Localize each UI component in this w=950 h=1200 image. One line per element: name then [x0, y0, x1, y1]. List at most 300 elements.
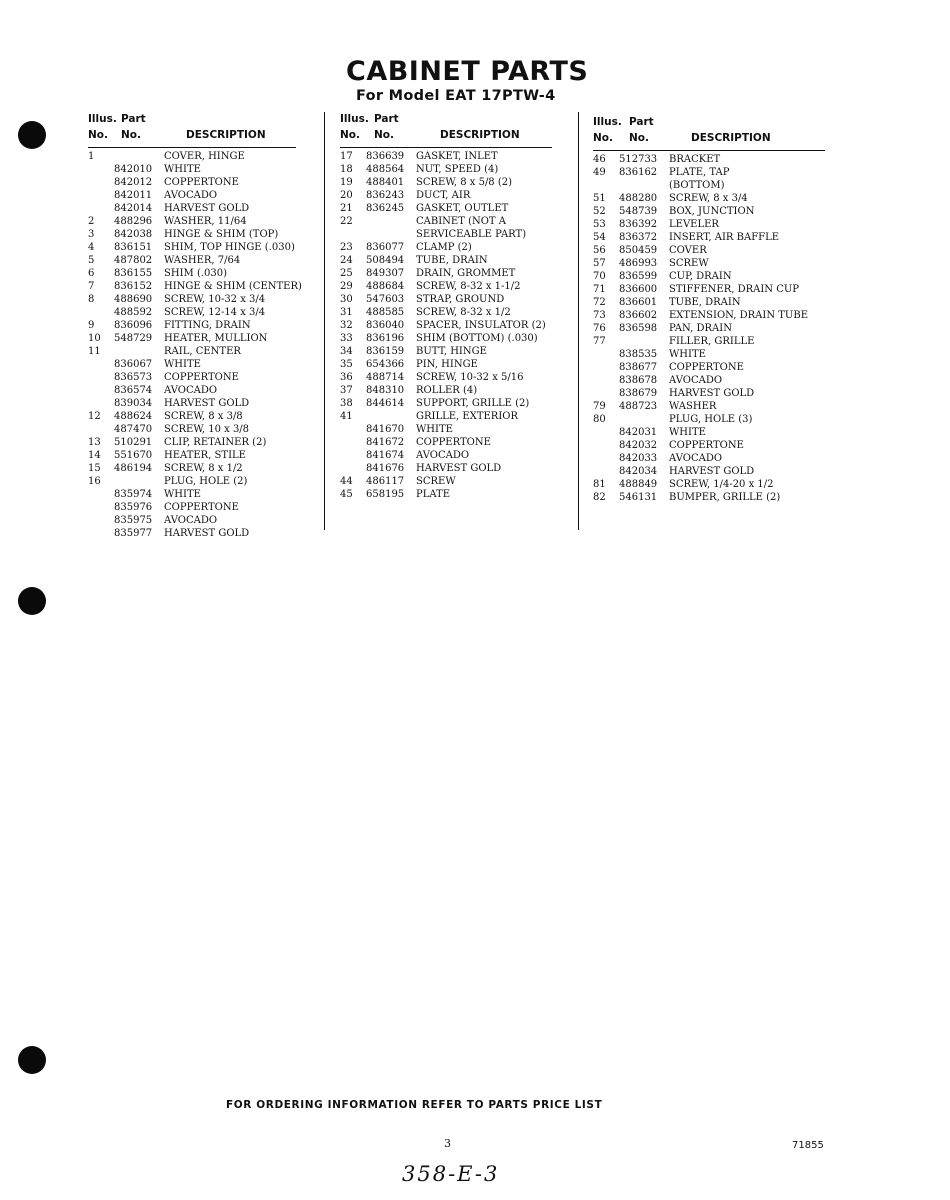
no-label: No. [374, 129, 394, 141]
part-description: BUTT, HINGE [416, 346, 487, 357]
part-row [593, 427, 825, 440]
part-row [593, 258, 825, 271]
part-description: SCREW, 8 x 3/4 [669, 193, 748, 204]
part-row [88, 515, 296, 528]
page-subtitle: For Model EAT 17PTW-4 [356, 88, 556, 104]
part-row [88, 424, 296, 437]
illus-number: 7 [88, 281, 95, 292]
part-number: 836096 [114, 320, 153, 331]
part-description: PLUG, HOLE (2) [164, 476, 248, 487]
part-row [593, 388, 825, 401]
part-label: Part [629, 116, 654, 128]
part-number: 836159 [366, 346, 405, 357]
part-description: (BOTTOM) [669, 180, 725, 191]
part-description: AVOCADO [669, 375, 723, 386]
part-description: STRAP, GROUND [416, 294, 505, 305]
part-description: HARVEST GOLD [669, 388, 755, 399]
part-description: WHITE [164, 359, 201, 370]
part-number: 488723 [619, 401, 658, 412]
part-description: SCREW, 10-32 x 5/16 [416, 372, 524, 383]
part-description: WASHER [669, 401, 717, 412]
part-number: 836155 [114, 268, 153, 279]
part-number: 487802 [114, 255, 153, 266]
part-row [340, 398, 552, 411]
part-row [340, 359, 552, 372]
part-row [593, 375, 825, 388]
part-number: 487470 [114, 424, 153, 435]
handwritten-note: 358-E-3 [402, 1162, 500, 1186]
illus-number: 38 [340, 398, 353, 409]
illus-number: 71 [593, 284, 606, 295]
part-row [88, 203, 296, 216]
part-number: 488849 [619, 479, 658, 490]
part-row [88, 346, 296, 359]
part-row [593, 232, 825, 245]
illus-number: 18 [340, 164, 353, 175]
parts-column-2 [340, 113, 552, 502]
column-header [593, 116, 825, 150]
punch-hole [18, 121, 46, 149]
part-description: HARVEST GOLD [416, 463, 502, 474]
illus-number: 37 [340, 385, 353, 396]
part-description: HARVEST GOLD [164, 203, 250, 214]
part-number: 488714 [366, 372, 405, 383]
part-description: SCREW, 8-32 x 1-1/2 [416, 281, 521, 292]
part-number: 841670 [366, 424, 405, 435]
part-row [340, 229, 552, 242]
part-number: 836602 [619, 310, 658, 321]
illus-number: 4 [88, 242, 95, 253]
part-number: 654366 [366, 359, 405, 370]
part-number: 842011 [114, 190, 153, 201]
illus-number: 12 [88, 411, 101, 422]
illus-number: 35 [340, 359, 353, 370]
part-number: 488564 [366, 164, 405, 175]
part-description: WASHER, 11/64 [164, 216, 247, 227]
part-number: 486993 [619, 258, 658, 269]
illus-number: 24 [340, 255, 353, 266]
illus-number: 46 [593, 154, 606, 165]
part-row [88, 229, 296, 242]
illus-number: 20 [340, 190, 353, 201]
part-description: AVOCADO [416, 450, 470, 461]
part-number: 836372 [619, 232, 658, 243]
part-description: WHITE [164, 489, 201, 500]
part-row [88, 294, 296, 307]
document-number: 71855 [792, 1140, 824, 1151]
part-number: 836152 [114, 281, 153, 292]
part-row [340, 437, 552, 450]
part-number: 488592 [114, 307, 153, 318]
part-number: 842010 [114, 164, 153, 175]
part-description: SPACER, INSULATOR (2) [416, 320, 546, 331]
part-row [88, 437, 296, 450]
part-number: 546131 [619, 492, 658, 503]
part-row [340, 294, 552, 307]
part-description: CABINET (NOT A [416, 216, 506, 227]
part-description: TUBE, DRAIN [416, 255, 488, 266]
punch-hole [18, 1046, 46, 1074]
illus-number: 41 [340, 411, 353, 422]
part-row [340, 372, 552, 385]
part-row [340, 164, 552, 177]
part-description: BUMPER, GRILLE (2) [669, 492, 781, 503]
part-row [88, 411, 296, 424]
part-description: HEATER, MULLION [164, 333, 268, 344]
part-description: WASHER, 7/64 [164, 255, 241, 266]
part-row [340, 333, 552, 346]
illus-number: 80 [593, 414, 606, 425]
part-number: 488585 [366, 307, 405, 318]
part-number: 841672 [366, 437, 405, 448]
part-number: 841674 [366, 450, 405, 461]
part-description: SCREW, 8 x 5/8 (2) [416, 177, 513, 188]
part-description: WHITE [416, 424, 453, 435]
part-row [88, 333, 296, 346]
part-row [88, 216, 296, 229]
illus-number: 14 [88, 450, 101, 461]
part-row [88, 281, 302, 294]
part-row [593, 401, 825, 414]
parts-list [340, 151, 552, 502]
parts-column-3 [593, 116, 825, 505]
part-number: 835977 [114, 528, 153, 539]
column-header [88, 113, 296, 147]
part-number: 836243 [366, 190, 405, 201]
header-rule [340, 147, 552, 148]
parts-list [593, 154, 825, 505]
description-label: DESCRIPTION [186, 129, 266, 141]
part-description: HINGE & SHIM (TOP) [164, 229, 279, 240]
part-number: 838677 [619, 362, 658, 373]
description-label: DESCRIPTION [440, 129, 520, 141]
part-description: SCREW [669, 258, 709, 269]
part-number: 836162 [619, 167, 658, 178]
part-number: 836245 [366, 203, 405, 214]
part-description: CLIP, RETAINER (2) [164, 437, 267, 448]
part-number: 835975 [114, 515, 153, 526]
part-number: 658195 [366, 489, 405, 500]
part-number: 486194 [114, 463, 153, 474]
illus-number: 44 [340, 476, 353, 487]
part-description: LEVELER [669, 219, 719, 230]
illus-label: Illus. [340, 113, 369, 125]
part-description: HINGE & SHIM (CENTER) [164, 281, 302, 292]
illus-number: 2 [88, 216, 95, 227]
part-description: COPPERTONE [669, 440, 744, 451]
part-number: 836573 [114, 372, 153, 383]
part-row [88, 489, 296, 502]
part-number: 512733 [619, 154, 658, 165]
part-row [340, 489, 552, 502]
illus-number: 77 [593, 336, 606, 347]
part-row [593, 219, 825, 232]
ordering-footer: FOR ORDERING INFORMATION REFER TO PARTS PRICE LIST [226, 1099, 603, 1111]
illus-number: 9 [88, 320, 95, 331]
part-number: 849307 [366, 268, 405, 279]
part-row [88, 528, 296, 541]
part-number: 841676 [366, 463, 405, 474]
illus-number: 13 [88, 437, 101, 448]
illus-number: 57 [593, 258, 606, 269]
illus-number: 72 [593, 297, 606, 308]
part-row [340, 151, 552, 164]
part-description: HARVEST GOLD [164, 528, 250, 539]
part-number: 836639 [366, 151, 405, 162]
part-row [340, 203, 552, 216]
part-description: COVER, HINGE [164, 151, 245, 162]
illus-number: 23 [340, 242, 353, 253]
part-row [593, 479, 825, 492]
part-row [593, 492, 825, 505]
part-number: 548739 [619, 206, 658, 217]
part-description: SERVICEABLE PART) [416, 229, 527, 240]
illus-number: 29 [340, 281, 353, 292]
part-row [88, 385, 296, 398]
column-divider [578, 112, 579, 530]
illus-number: 45 [340, 489, 353, 500]
illus-number: 53 [593, 219, 606, 230]
illus-number: 36 [340, 372, 353, 383]
part-number: 838679 [619, 388, 658, 399]
part-description: SCREW [416, 476, 456, 487]
part-row [340, 320, 552, 333]
part-number: 836151 [114, 242, 153, 253]
part-row [593, 349, 825, 362]
part-number: 842031 [619, 427, 658, 438]
part-description: AVOCADO [164, 515, 218, 526]
part-number: 835976 [114, 502, 153, 513]
part-description: STIFFENER, DRAIN CUP [669, 284, 800, 295]
part-number: 850459 [619, 245, 658, 256]
illus-number: 34 [340, 346, 353, 357]
part-number: 836196 [366, 333, 405, 344]
part-number: 488401 [366, 177, 405, 188]
part-row [593, 310, 825, 323]
part-description: GASKET, OUTLET [416, 203, 509, 214]
illus-number: 49 [593, 167, 606, 178]
illus-number: 15 [88, 463, 101, 474]
part-description: DUCT, AIR [416, 190, 471, 201]
part-row [593, 154, 825, 167]
part-row [593, 362, 825, 375]
part-description: AVOCADO [164, 385, 218, 396]
illus-number: 52 [593, 206, 606, 217]
illus-number: 73 [593, 310, 606, 321]
part-number: 548729 [114, 333, 153, 344]
part-description: SCREW, 8 x 3/8 [164, 411, 243, 422]
part-number: 488296 [114, 216, 153, 227]
part-description: PLUG, HOLE (3) [669, 414, 753, 425]
part-number: 842034 [619, 466, 658, 477]
part-number: 508494 [366, 255, 405, 266]
illus-number: 10 [88, 333, 101, 344]
part-row [88, 359, 296, 372]
part-row [593, 453, 825, 466]
part-description: WHITE [164, 164, 201, 175]
part-description: CLAMP (2) [416, 242, 472, 253]
part-description: AVOCADO [164, 190, 218, 201]
part-row [340, 307, 552, 320]
part-number: 842033 [619, 453, 658, 464]
part-number: 836040 [366, 320, 405, 331]
illus-number: 16 [88, 476, 101, 487]
part-row [88, 398, 296, 411]
part-number: 844614 [366, 398, 405, 409]
part-description: COPPERTONE [669, 362, 744, 373]
part-row [88, 476, 296, 489]
part-description: RAIL, CENTER [164, 346, 241, 357]
part-description: ROLLER (4) [416, 385, 478, 396]
description-label: DESCRIPTION [691, 132, 771, 144]
part-description: FILLER, GRILLE [669, 336, 755, 347]
illus-number: 1 [88, 151, 95, 162]
part-description: PIN, HINGE [416, 359, 478, 370]
part-description: SCREW, 10-32 x 3/4 [164, 294, 266, 305]
part-row [340, 450, 552, 463]
part-row [593, 297, 825, 310]
punch-hole [18, 587, 46, 615]
part-row [88, 268, 296, 281]
part-row [340, 476, 552, 489]
parts-list [88, 151, 302, 541]
part-description: GRILLE, EXTERIOR [416, 411, 519, 422]
illus-number: 31 [340, 307, 353, 318]
part-description: HEATER, STILE [164, 450, 246, 461]
part-row [593, 336, 825, 349]
illus-number: 56 [593, 245, 606, 256]
part-description: CUP, DRAIN [669, 271, 732, 282]
illus-number: 22 [340, 216, 353, 227]
part-description: SCREW, 8 x 1/2 [164, 463, 243, 474]
part-row [340, 177, 552, 190]
part-row [340, 411, 552, 424]
part-description: SCREW, 1/4-20 x 1/2 [669, 479, 774, 490]
part-row [593, 245, 825, 258]
part-row [88, 450, 296, 463]
part-description: SHIM (.030) [164, 268, 228, 279]
part-row [88, 372, 296, 385]
no-label: No. [629, 132, 649, 144]
header-rule [593, 150, 825, 151]
illus-number: 8 [88, 294, 95, 305]
part-description: COPPERTONE [164, 502, 239, 513]
part-description: COPPERTONE [416, 437, 491, 448]
parts-column-1 [88, 113, 302, 541]
part-description: PAN, DRAIN [669, 323, 732, 334]
no-label: No. [121, 129, 141, 141]
part-row [340, 385, 552, 398]
part-description: EXTENSION, DRAIN TUBE [669, 310, 808, 321]
part-description: HARVEST GOLD [164, 398, 250, 409]
part-row [593, 466, 825, 479]
part-label: Part [374, 113, 399, 125]
part-number: 836598 [619, 323, 658, 334]
illus-number: 11 [88, 346, 101, 357]
illus-number: 82 [593, 492, 606, 503]
part-number: 488280 [619, 193, 658, 204]
part-row [340, 463, 552, 476]
part-description: COPPERTONE [164, 177, 239, 188]
illus-number: 19 [340, 177, 353, 188]
illus-number: 54 [593, 232, 606, 243]
illus-number: 70 [593, 271, 606, 282]
part-description: AVOCADO [669, 453, 723, 464]
part-description: HARVEST GOLD [669, 466, 755, 477]
illus-number: 81 [593, 479, 606, 490]
illus-number: 25 [340, 268, 353, 279]
part-row [593, 193, 825, 206]
part-number: 842014 [114, 203, 153, 214]
part-number: 510291 [114, 437, 153, 448]
part-row [340, 242, 552, 255]
header-rule [88, 147, 296, 148]
illus-label: Illus. [88, 113, 117, 125]
part-row [593, 414, 825, 427]
part-row [593, 440, 825, 453]
part-number: 488684 [366, 281, 405, 292]
part-row [340, 255, 552, 268]
no-label: No. [88, 129, 108, 141]
part-description: SCREW, 10 x 3/8 [164, 424, 250, 435]
part-number: 836574 [114, 385, 153, 396]
part-number: 839034 [114, 398, 153, 409]
part-row [88, 177, 296, 190]
part-number: 836601 [619, 297, 658, 308]
part-number: 836077 [366, 242, 405, 253]
part-row [593, 180, 825, 193]
part-row [340, 190, 552, 203]
part-number: 547603 [366, 294, 405, 305]
part-description: WHITE [669, 427, 706, 438]
part-row [340, 268, 552, 281]
part-description: SHIM (BOTTOM) (.030) [416, 333, 538, 344]
column-divider [324, 112, 325, 530]
part-row [88, 307, 296, 320]
part-row [88, 320, 296, 333]
part-number: 842038 [114, 229, 153, 240]
illus-number: 3 [88, 229, 95, 240]
part-description: BOX, JUNCTION [669, 206, 755, 217]
part-row [340, 281, 552, 294]
part-number: 836067 [114, 359, 153, 370]
illus-number: 32 [340, 320, 353, 331]
part-description: INSERT, AIR BAFFLE [669, 232, 780, 243]
part-row [88, 242, 296, 255]
part-description: SHIM, TOP HINGE (.030) [164, 242, 295, 253]
part-row [88, 255, 296, 268]
illus-number: 33 [340, 333, 353, 344]
illus-number: 6 [88, 268, 95, 279]
part-description: COPPERTONE [164, 372, 239, 383]
part-number: 486117 [366, 476, 405, 487]
part-number: 551670 [114, 450, 153, 461]
part-description: BRACKET [669, 154, 721, 165]
part-row [593, 167, 825, 180]
part-number: 835974 [114, 489, 153, 500]
illus-number: 17 [340, 151, 353, 162]
part-label: Part [121, 113, 146, 125]
part-description: TUBE, DRAIN [669, 297, 741, 308]
part-description: NUT, SPEED (4) [416, 164, 499, 175]
part-number: 488690 [114, 294, 153, 305]
part-number: 836392 [619, 219, 658, 230]
part-description: WHITE [669, 349, 706, 360]
part-description: PLATE, TAP [669, 167, 730, 178]
illus-number: 79 [593, 401, 606, 412]
illus-number: 21 [340, 203, 353, 214]
part-description: SUPPORT, GRILLE (2) [416, 398, 530, 409]
